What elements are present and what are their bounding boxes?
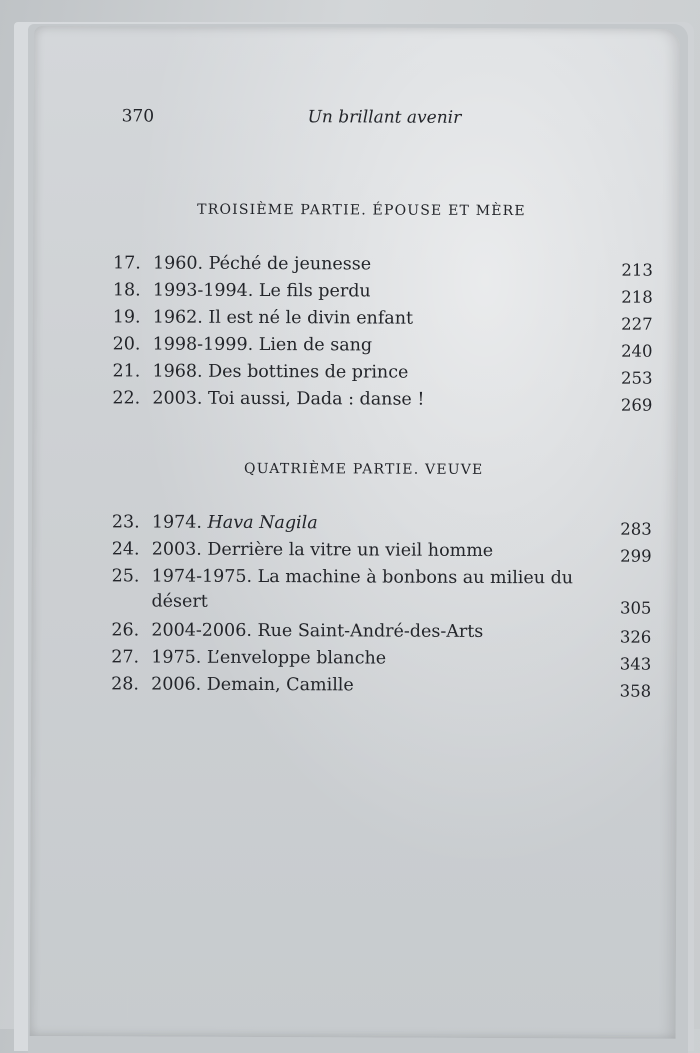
chapter-title: 1975. L’enveloppe blanche	[151, 647, 387, 669]
book-page	[30, 26, 680, 1039]
chapter-title: 1962. Il est né le divin enfant	[152, 307, 414, 329]
chapter-number: 17.	[112, 253, 141, 274]
chapter-page: 253	[620, 368, 653, 388]
toc-entry	[113, 305, 653, 332]
toc-entry	[112, 386, 652, 413]
toc-entry	[111, 672, 651, 699]
chapter-number: 20.	[112, 334, 141, 355]
chapter-title: 1960. Péché de jeunesse	[152, 253, 372, 275]
chapter-page: 305	[619, 598, 652, 618]
chapter-title: 2003. Toi aussi, Dada : danse !	[152, 388, 425, 410]
part-title: TROISIÈME PARTIE. ÉPOUSE ET MÈRE	[197, 201, 526, 220]
chapter-number: 22.	[112, 388, 141, 409]
chapter-page: 240	[621, 341, 653, 361]
toc-entry	[112, 537, 652, 564]
toc-entry	[111, 564, 651, 616]
chapter-title: 1998-1999. Lien de sang	[152, 334, 373, 356]
chapter-page: 343	[619, 654, 652, 674]
chapter-number: 23.	[111, 512, 140, 533]
chapter-number: 25.	[111, 566, 140, 587]
toc-entry	[113, 278, 653, 305]
chapter-page: 326	[619, 627, 652, 647]
chapter-title: 2006. Demain, Camille	[151, 674, 354, 696]
chapter-title: 1968. Des bottines de prince	[152, 361, 409, 383]
toc-entry	[113, 251, 653, 278]
chapter-number: 18.	[112, 280, 141, 301]
chapter-page: 358	[619, 681, 652, 701]
chapter-page: 218	[621, 287, 653, 307]
toc-entry	[113, 332, 653, 359]
chapter-number: 19.	[112, 307, 141, 328]
page-header	[122, 106, 642, 132]
chapter-title: 2004-2006. Rue Saint-André-des-Arts	[151, 620, 484, 642]
toc-entry	[112, 359, 652, 386]
chapter-number: 26.	[111, 620, 140, 641]
chapter-title: 2003. Derrière la vitre un vieil homme	[151, 539, 494, 562]
part-title: QUATRIÈME PARTIE. VEUVE	[244, 460, 484, 478]
chapter-page: 283	[620, 519, 652, 539]
chapter-number: 21.	[112, 361, 141, 382]
toc-entry	[111, 618, 651, 645]
running-title: Un brillant avenir	[307, 107, 462, 128]
page-number: 370	[121, 106, 155, 127]
chapter-title: 1993-1994. Le fils perdu	[152, 280, 371, 302]
chapter-title	[152, 511, 588, 538]
chapter-page: 299	[620, 546, 652, 566]
chapter-number: 24.	[111, 539, 140, 560]
chapter-title-italic: Hava Nagila	[207, 512, 318, 534]
chapter-title: 1974-1975. La machine à bonbons au milieu du désert	[151, 566, 574, 612]
chapter-page: 213	[621, 260, 653, 280]
chapter-number: 28.	[111, 674, 140, 695]
chapter-number: 27.	[111, 647, 140, 668]
chapter-page: 269	[620, 395, 653, 415]
chapter-year: 1974.	[151, 512, 202, 533]
chapter-page: 227	[621, 314, 653, 334]
toc-entry	[111, 645, 651, 672]
toc-entry	[112, 510, 652, 537]
